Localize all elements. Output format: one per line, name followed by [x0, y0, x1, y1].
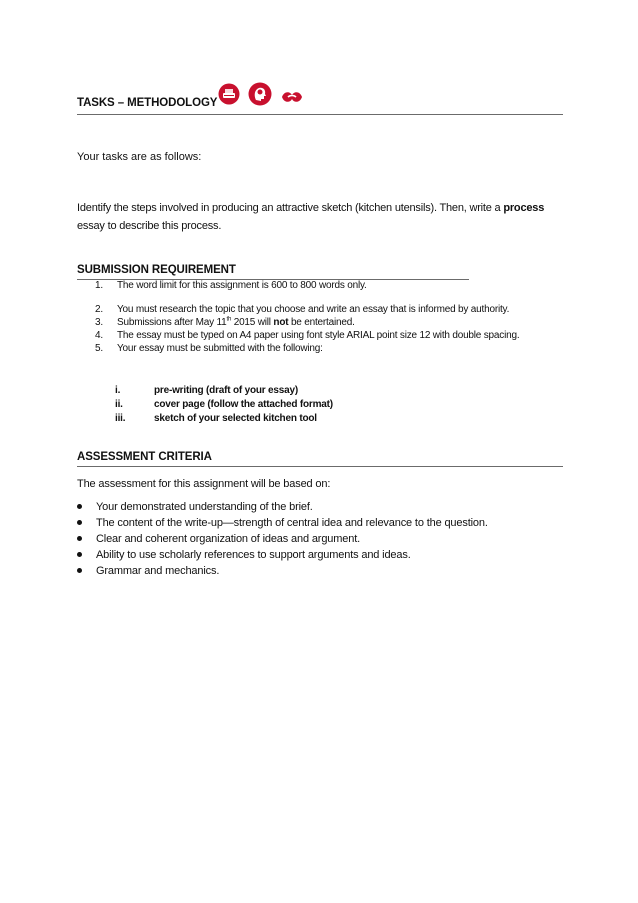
submission-heading: SUBMISSION REQUIREMENT	[77, 264, 236, 276]
assessment-rule	[77, 466, 563, 467]
list-item: 2. You must research the topic that you choose and write an essay that is informed by authority.	[95, 304, 510, 315]
bullet-icon	[77, 520, 82, 525]
tasks-body-bold: process	[503, 202, 545, 214]
list-item: Your demonstrated understanding of the brief.	[77, 499, 488, 515]
bullet-icon	[77, 504, 82, 509]
list-item: The content of the write-up—strength of central idea and relevance to the question.	[77, 515, 488, 531]
handshake-icon	[280, 89, 304, 105]
heading-icons	[218, 81, 304, 107]
bullet-icon	[77, 536, 82, 541]
bullet-icon	[77, 568, 82, 573]
typewriter-icon	[218, 83, 240, 105]
list-item: Ability to use scholarly references to support arguments and ideas.	[77, 547, 488, 563]
assessment-heading: ASSESSMENT CRITERIA	[77, 451, 212, 463]
tasks-rule	[77, 114, 563, 115]
document-page: TASKS – METHODOLOGY Your tasks are as follows: Identify the steps involved in producing an attractive sketch (kitchen utensils). Then, write a process essay to describe this process. SUBMISSION REQUIREMENT 1. The word limit for this assignment is 600 to 800 words only. 2. You must research the topic that you choose and write an essay that is informed by authority. 3. Submissions after May 11th 2015 will not be entertained. 4. The essay must be typed on A4 paper using font style ARIAL point size 12 with double spacing. 5. Your essay must be submitted with the following: i. pre-writing (draft of your essay) ii. cover page (follow the attached format) iii. sketch of your selected kitchen tool ASSESSMENT CRITERIA The assessment for this assignment will be based on: Your demonstrated understanding of the brief. The content of the write-up—strength of central idea and relevance to the question. Clear and coherent organization of ideas and argument. Ability to use scholarly references to support arguments and ideas. Grammar and mechanics.	[0, 0, 638, 903]
tasks-body-text: Identify the steps involved in producing an attractive sketch (kitchen utensils). Then, write a	[77, 202, 504, 214]
tasks-body-text-2: essay to describe this process.	[77, 220, 222, 232]
list-item: Clear and coherent organization of ideas and argument.	[77, 531, 488, 547]
list-item: 4. The essay must be typed on A4 paper using font style ARIAL point size 12 with double spacing.	[95, 330, 520, 341]
tasks-body	[77, 199, 567, 235]
assessment-list	[77, 499, 488, 579]
list-item: Grammar and mechanics.	[77, 563, 488, 579]
tasks-intro: Your tasks are as follows:	[77, 151, 202, 163]
submission-list	[77, 279, 519, 355]
list-item: 1. The word limit for this assignment is 600 to 800 words only.	[95, 280, 367, 291]
tasks-heading: TASKS – METHODOLOGY	[77, 97, 218, 109]
assessment-intro: The assessment for this assignment will be based on:	[77, 478, 331, 490]
brain-head-icon	[248, 82, 272, 106]
list-item: 3. Submissions after May 11th 2015 will not be entertained.	[95, 316, 355, 328]
bullet-icon	[77, 552, 82, 557]
list-item: 5. Your essay must be submitted with the following:	[95, 343, 323, 354]
